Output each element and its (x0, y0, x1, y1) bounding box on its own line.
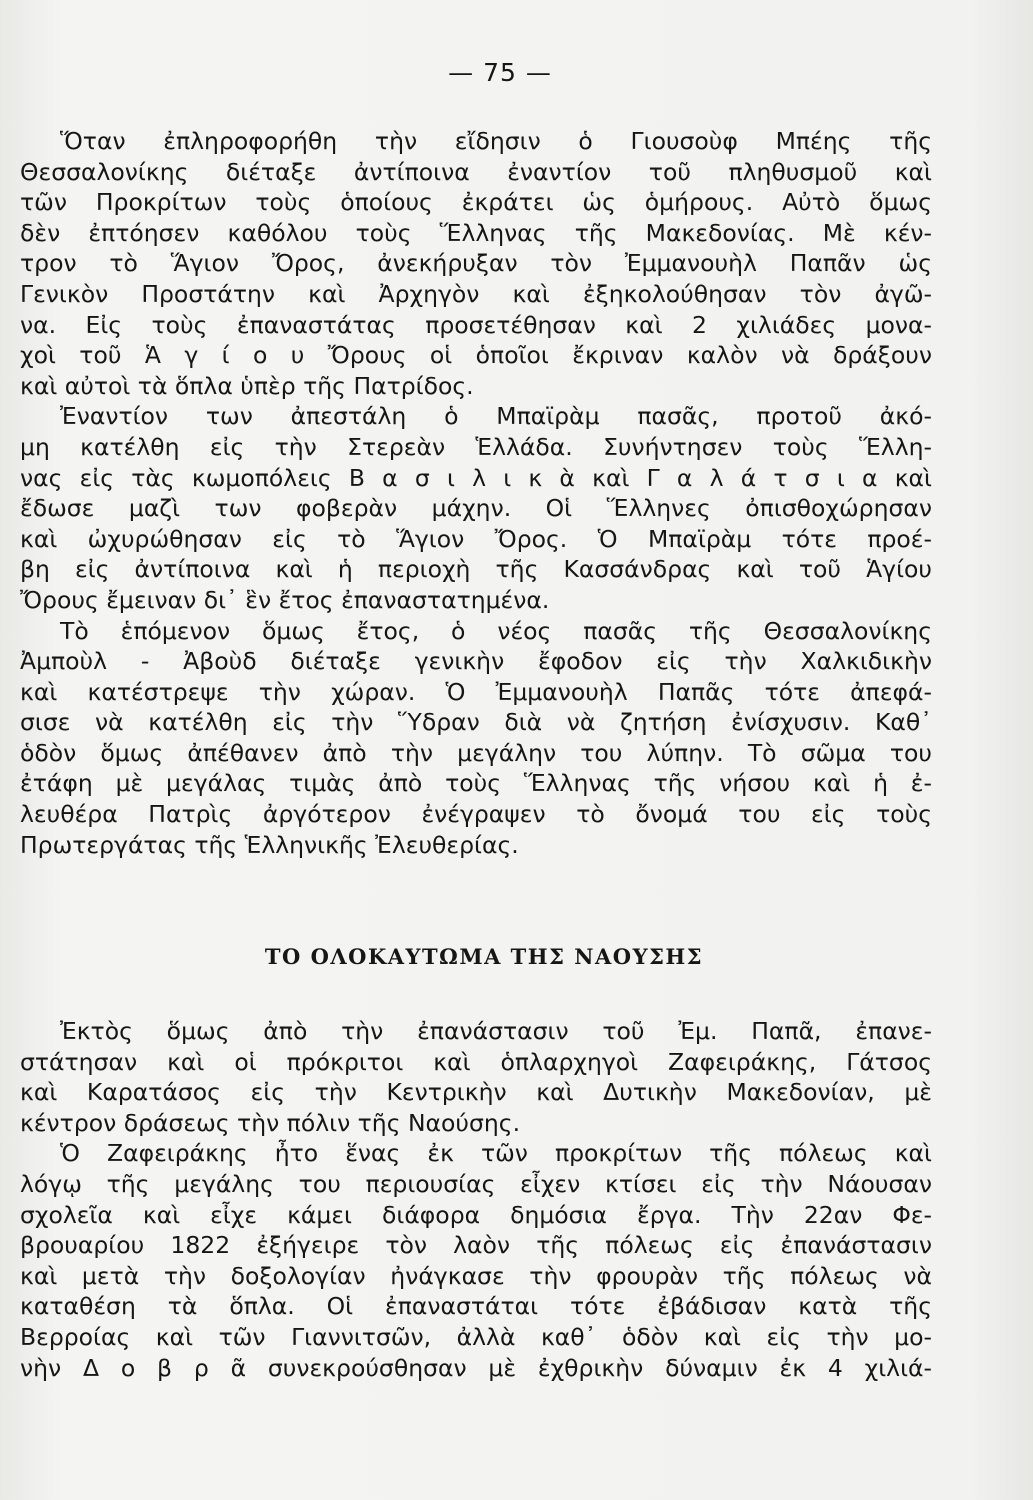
text-line: δὲν ἐπτόησεν καθόλου τοὺς Ἕλληνας τῆς Μακεδονίας. Μὲ κέν- (20, 218, 932, 247)
text-line: καταθέση τὰ ὅπλα. Οἱ ἐπαναστάται τότε ἐβάδισαν κατὰ τῆς (20, 1292, 932, 1321)
text-line: κέντρον δράσεως τὴν πόλιν τῆς Ναούσης. (20, 1108, 521, 1137)
text-line: Ἐναντίον των ἀπεστάλη ὁ Μπαϊρὰμ πασᾶς, προτοῦ ἀκό- (60, 402, 932, 431)
text-line: τρον τὸ Ἅγιον Ὄρος, ἀνεκήρυξαν τὸν Ἐμμανουὴλ Παπᾶν ὡς (20, 249, 932, 278)
text-line: νας εἰς τὰς κωμοπόλεις Β α σ ι λ ι κ ὰ καὶ Γ α λ ά τ σ ι α καὶ (20, 463, 932, 492)
text-line: Πρωτεργάτας τῆς Ἑλληνικῆς Ἐλευθερίας. (20, 830, 519, 859)
text-line: Θεσσαλονίκης διέταξε ἀντίποινα ἐναντίον τοῦ πληθυσμοῦ καὶ (20, 157, 932, 186)
text-line: καὶ ὠχυρώθησαν εἰς τὸ Ἅγιον Ὄρος. Ὁ Μπαϊρὰμ τότε προέ- (20, 524, 932, 553)
text-block-2 (20, 1016, 932, 1383)
text-line: καὶ αὐτοὶ τὰ ὅπλα ὑπὲρ τῆς Πατρίδος. (20, 371, 474, 400)
text-line: νὴν Δ ο β ρ ᾶ συνεκρούσθησαν μὲ ἐχθρικὴν δύναμιν ἐκ 4 χιλιά- (20, 1353, 932, 1382)
section-heading: ΤΟ ΟΛΟΚΑΥΤΩΜΑ ΤΗΣ ΝΑΟΥΣΗΣ (264, 944, 704, 969)
text-line: σισε νὰ κατέλθη εἰς τὴν Ὕδραν διὰ νὰ ζητήση ἐνίσχυσιν. Καθ᾽ (20, 708, 932, 737)
text-line: καὶ μετὰ τὴν δοξολογίαν ἠνάγκασε τὴν φρουρὰν τῆς πόλεως νὰ (20, 1261, 932, 1290)
text-line: μη κατέλθη εἰς τὴν Στερεὰν Ἑλλάδα. Συνήντησεν τοὺς Ἕλλη- (20, 432, 932, 461)
text-line: χοὶ τοῦ Ἁ γ ί ο υ Ὄρους οἱ ὁποῖοι ἔκριναν καλὸν νὰ δράξουν (20, 341, 932, 370)
text-line: βη εἰς ἀντίποινα καὶ ἡ περιοχὴ τῆς Κασσάνδρας καὶ τοῦ Ἁγίου (20, 555, 932, 584)
page-number: — 75 — (448, 58, 552, 87)
text-line: καὶ κατέστρεψε τὴν χώραν. Ὁ Ἐμμανουὴλ Παπᾶς τότε ἀπεφά- (20, 677, 932, 706)
text-line: Ἀμποὺλ - Ἀβοὺδ διέταξε γενικὴν ἔφοδον εἰς τὴν Χαλκιδικὴν (20, 647, 932, 676)
text-line: ὁδὸν ὅμως ἀπέθανεν ἀπὸ τὴν μεγάλην του λύπην. Τὸ σῶμα του (20, 738, 932, 767)
text-line: τῶν Προκρίτων τοὺς ὁποίους ἐκράτει ὡς ὁμήρους. Αὐτὸ ὅμως (20, 188, 932, 217)
text-line: Τὸ ἑπόμενον ὅμως ἔτος, ὁ νέος πασᾶς τῆς Θεσσαλονίκης (60, 616, 932, 645)
text-line: στάτησαν καὶ οἱ πρόκριτοι καὶ ὁπλαρχηγοὶ Ζαφειράκης, Γάτσος (20, 1047, 932, 1076)
text-line: καὶ Καρατάσος εἰς τὴν Κεντρικὴν καὶ Δυτικὴν Μακεδονίαν, μὲ (20, 1078, 932, 1107)
text-line: ἔδωσε μαζὶ των φοβερὰν μάχην. Οἱ Ἕλληνες ὀπισθοχώρησαν (20, 494, 932, 523)
text-block-1 (20, 126, 932, 860)
text-line: Ὅταν ἐπληροφορήθη τὴν εἴδησιν ὁ Γιουσοὺφ Μπέης τῆς (60, 127, 932, 155)
text-line: σχολεῖα καὶ εἶχε κάμει διάφορα δημόσια ἔργα. Τὴν 22αν Φε- (20, 1200, 932, 1229)
text-line: Βερροίας καὶ τῶν Γιαννιτσῶν, ἀλλὰ καθ᾽ ὁδὸν καὶ εἰς τὴν μο- (20, 1322, 932, 1351)
text-line: Γενικὸν Προστάτην καὶ Ἀρχηγὸν καὶ ἐξηκολούθησαν τὸν ἀγῶ- (20, 279, 932, 308)
text-line: βρουαρίου 1822 ἐξήγειρε τὸν λαὸν τῆς πόλεως εἰς ἐπανάστασιν (20, 1231, 932, 1260)
text-line: Ἐκτὸς ὅμως ἀπὸ τὴν ἐπανάστασιν τοῦ Ἐμ. Παπᾶ, ἐπανε- (60, 1017, 932, 1045)
text-line: ἐτάφη μὲ μεγάλας τιμὰς ἀπὸ τοὺς Ἕλληνας τῆς νήσου καὶ ἡ ἐ- (20, 769, 932, 798)
text-line: λευθέρα Πατρὶς ἀργότερον ἐνέγραψεν τὸ ὄνομά του εἰς τοὺς (20, 800, 932, 829)
text-line: Ὄρους ἔμειναν δι᾽ ἓν ἔτος ἐπαναστατημένα. (20, 585, 550, 614)
text-line: να. Εἰς τοὺς ἐπαναστάτας προσετέθησαν καὶ 2 χιλιάδες μονα- (20, 310, 932, 339)
text-line: λόγῳ τῆς μεγάλης του περιουσίας εἶχεν κτίσει εἰς τὴν Νάουσαν (20, 1169, 932, 1198)
text-line: Ὁ Ζαφειράκης ἦτο ἕνας ἐκ τῶν προκρίτων τῆς πόλεως καὶ (60, 1139, 932, 1168)
